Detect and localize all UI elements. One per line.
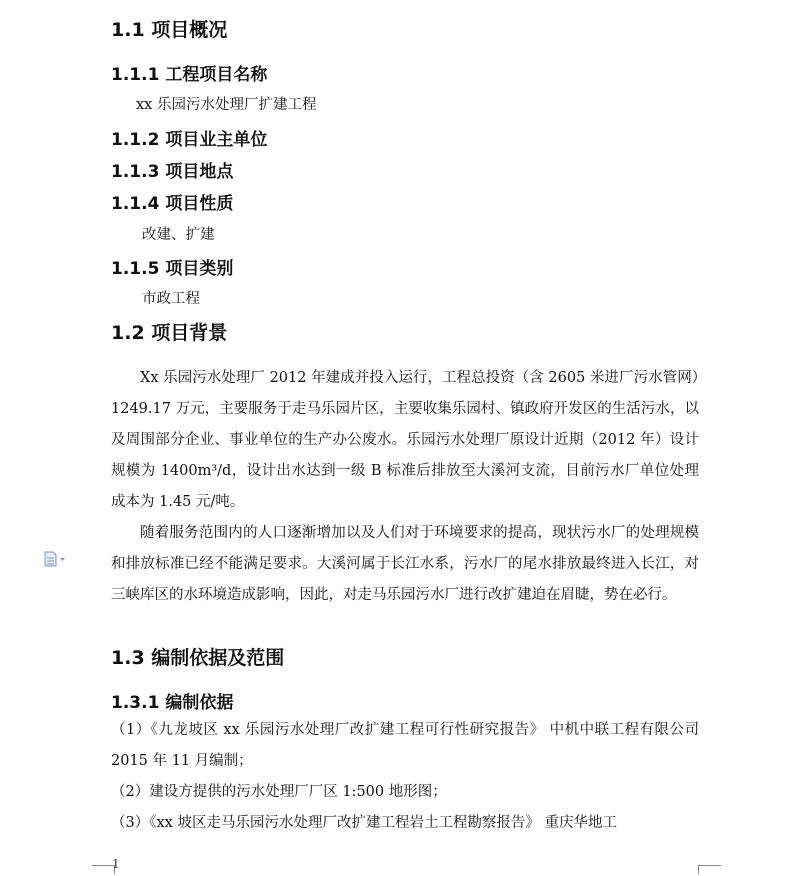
background-section xyxy=(111,363,699,611)
heading-1-1-5: 1.1.5 项目类别 xyxy=(111,259,234,279)
basis-list xyxy=(111,715,699,839)
project-nature-text: 改建、扩建 xyxy=(142,227,215,243)
heading-1-1: 1.1 项目概况 xyxy=(111,19,228,41)
heading-1-2: 1.2 项目背景 xyxy=(111,322,228,344)
heading-1-3: 1.3 编制依据及范围 xyxy=(111,647,285,669)
heading-1-1-4: 1.1.4 项目性质 xyxy=(111,194,234,214)
basis-item-2: （2）建设方提供的污水处理厂厂区 1:500 地形图； xyxy=(111,784,447,800)
heading-1-1-2: 1.1.2 项目业主单位 xyxy=(111,130,268,150)
background-paragraph-1: Xx 乐园污水处理厂 2012 年建成并投入运行，工程总投资（含 2605 米进厂污水管网）1249.17 万元，主要服务于走马乐园片区，主要收集乐园村、镇政府开发区的生活污水，以及周围部分企业、事业单位的生产办公废水。乐园污水处理厂原设计近期（2012 年）设计规模为 1400m³/d，设计出水达到一级 B 标准后排放至大溪河支流，目前污水厂单位处理成本为 1.45 元/吨。 xyxy=(111,370,699,510)
page-number: 1 xyxy=(112,857,120,871)
page-corner-mark-right xyxy=(698,865,721,874)
heading-1-1-3: 1.1.3 项目地点 xyxy=(111,162,234,182)
basis-item-3: （3）《xx 坡区走马乐园污水处理厂改扩建工程岩土工程勘察报告》 重庆华地工 xyxy=(111,815,618,831)
basis-item-1: （1）《九龙坡区 xx 乐园污水处理厂改扩建工程可行性研究报告》 中机中联工程有限公司 2015 年 11 月编制； xyxy=(111,722,699,769)
heading-1-3-1: 1.3.1 编制依据 xyxy=(111,693,234,713)
document-icon[interactable] xyxy=(44,551,66,571)
background-paragraph-2: 随着服务范围内的人口逐渐增加以及人们对于环境要求的提高，现状污水厂的处理规模和排放标准已经不能满足要求。大溪河属于长江水系，污水厂的尾水排放最终进入长江，对三峡库区的水环境造成影响，因此，对走马乐园污水厂进行改扩建迫在眉睫，势在必行。 xyxy=(111,525,699,603)
project-name-text: xx 乐园污水处理厂扩建工程 xyxy=(136,97,317,113)
project-category-text: 市政工程 xyxy=(142,291,200,307)
heading-1-1-1: 1.1.1 工程项目名称 xyxy=(111,65,268,85)
